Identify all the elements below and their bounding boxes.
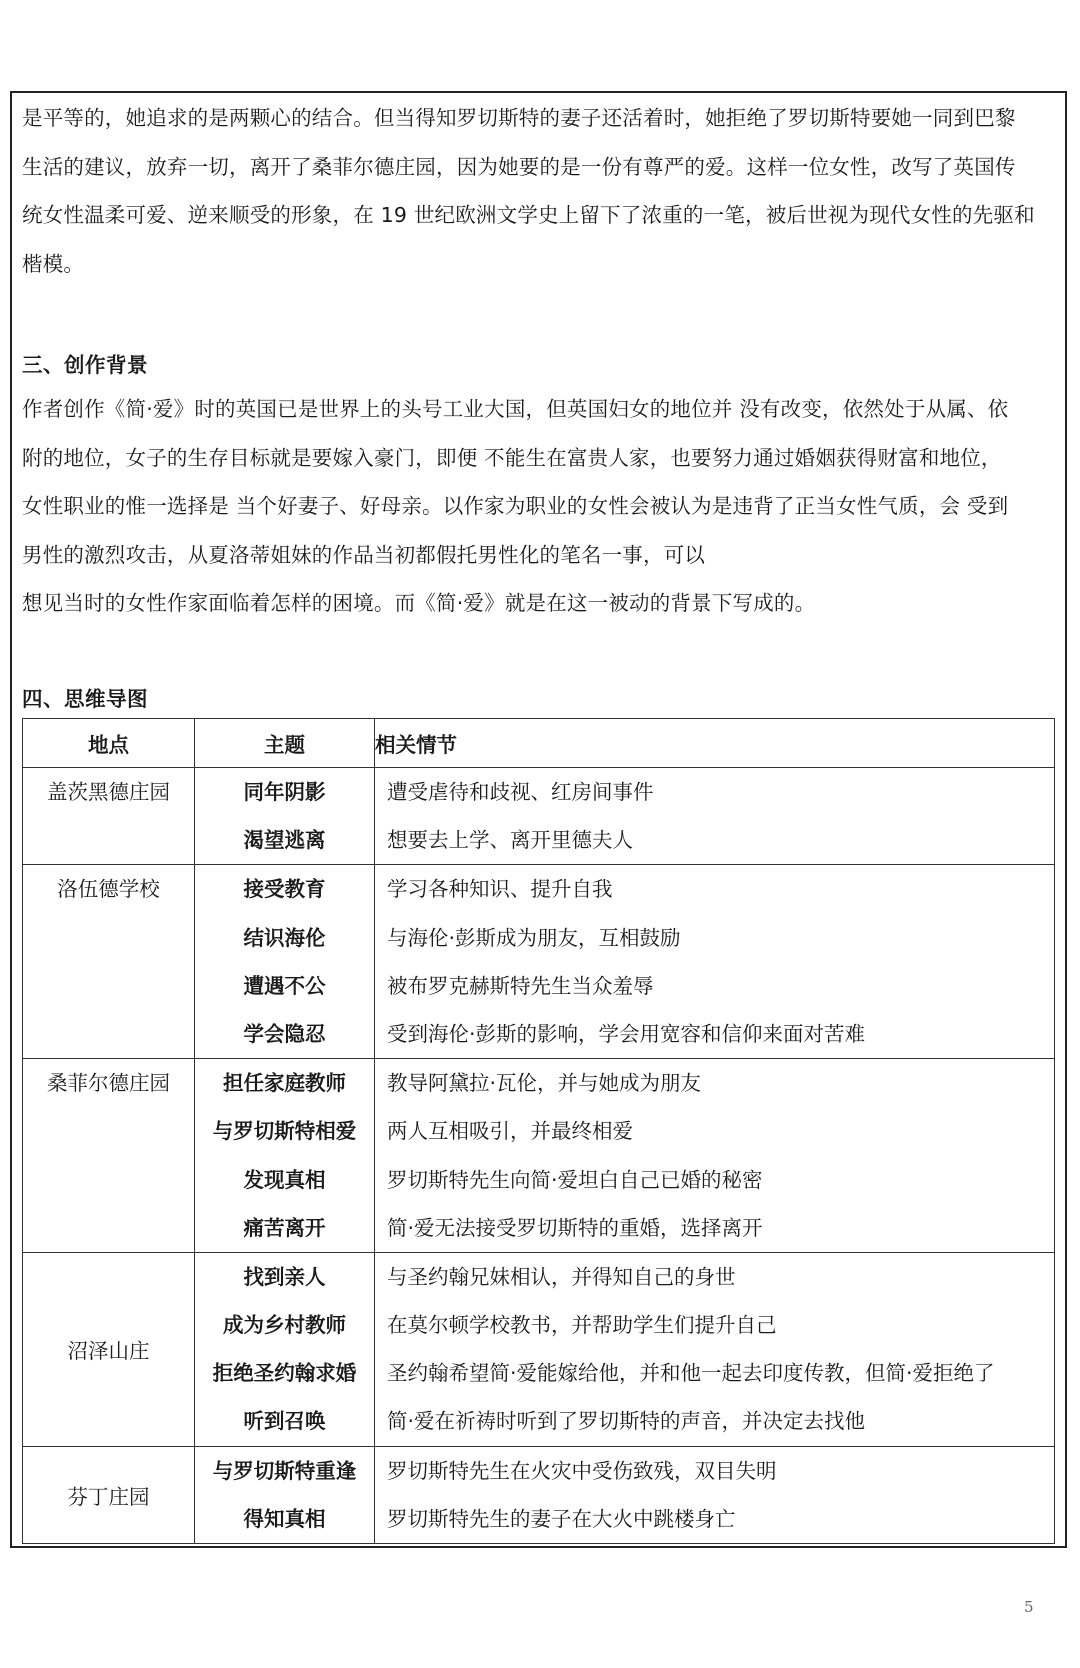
topic-item: 遭遇不公 (243, 973, 326, 998)
plot-item: 想要去上学、离开里德夫人 (387, 828, 633, 853)
header-plot: 相关情节 (375, 719, 1055, 768)
plot-item: 被布罗克赫斯特先生当众羞辱 (387, 973, 654, 998)
page-number: 5 (1024, 1598, 1034, 1616)
topic-item: 学会隐忍 (243, 1021, 326, 1046)
plot-item: 简·爱在祈祷时听到了罗切斯特的声音，并决定去找他 (387, 1409, 866, 1434)
table-row (23, 1446, 1055, 1543)
topic-item: 听到召唤 (243, 1409, 326, 1434)
section3-line: 想见当时的女性作家面临着怎样的困境。而《简·爱》就是在这一被动的背景下写成的。 (22, 591, 816, 615)
topic-cell (195, 865, 375, 1059)
topic-item: 结识海伦 (243, 925, 326, 950)
topic-cell (195, 1252, 375, 1446)
plot-item: 罗切斯特先生的妻子在大火中跳楼身亡 (387, 1506, 736, 1531)
intro-line: 楷模。 (22, 251, 85, 276)
topic-cell (195, 768, 375, 865)
intro-paragraph (22, 94, 1052, 288)
intro-line: 是平等的，她追求的是两颗心的结合。但当得知罗切斯特的妻子还活着时，她拒绝了罗切斯特要她一同到巴黎 (22, 106, 1016, 130)
location-cell: 沼泽山庄 (23, 1252, 195, 1446)
plot-cell (375, 1446, 1055, 1543)
intro-line: 生活的建议，放弃一切，离开了桑菲尔德庄园，因为她要的是一份有尊严的爱。这样一位女性，改写了英国传 (22, 154, 1016, 179)
plot-item: 罗切斯特先生向简·爱坦白自己已婚的秘密 (387, 1167, 763, 1192)
plot-item: 受到海伦·彭斯的影响，学会用宽容和信仰来面对苦难 (387, 1021, 866, 1046)
location-cell: 洛伍德学校 (23, 865, 195, 1059)
section3-line: 附的地位，女子的生存目标就是要嫁入豪门，即便 不能生在富贵人家，也要努力通过婚姻获得财富和地位， (22, 445, 1002, 470)
section3-line: 男性的激烈攻击，从夏洛蒂姐妹的作品当初都假托男性化的笔名一事，可以 (22, 542, 706, 567)
plot-item: 罗切斯特先生在火灾中受伤致残，双目失明 (387, 1458, 777, 1483)
topic-item: 拒绝圣约翰求婚 (212, 1361, 357, 1386)
topic-item: 发现真相 (243, 1167, 326, 1192)
section3-line: 女性职业的惟一选择是 当个好妻子、好母亲。以作家为职业的女性会被认为是违背了正当女性气质，会 受到 (22, 494, 1009, 518)
section3-line: 作者创作《简·爱》时的英国已是世界上的头号工业大国，但英国妇女的地位并 没有改变，依然处于从属、依 (22, 397, 1009, 421)
plot-item: 圣约翰希望简·爱能嫁给他，并和他一起去印度传教，但简·爱拒绝了 (387, 1361, 995, 1386)
plot-item: 在莫尔顿学校教书，并帮助学生们提升自己 (387, 1313, 777, 1338)
location-cell: 桑菲尔德庄园 (23, 1059, 195, 1253)
table-row (23, 768, 1055, 865)
topic-item: 成为乡村教师 (223, 1313, 346, 1338)
topic-item: 痛苦离开 (243, 1215, 326, 1240)
table-header-row (23, 719, 1055, 768)
location-cell: 芬丁庄园 (23, 1446, 195, 1543)
header-topic: 主题 (195, 719, 375, 768)
plot-item: 两人互相吸引，并最终相爱 (387, 1119, 633, 1144)
topic-item: 得知真相 (243, 1506, 326, 1531)
plot-cell (375, 1059, 1055, 1253)
topic-cell (195, 1446, 375, 1543)
topic-item: 与罗切斯特重逢 (212, 1458, 357, 1483)
topic-item: 找到亲人 (243, 1264, 326, 1289)
plot-cell (375, 1252, 1055, 1446)
section3-paragraph (22, 385, 1052, 628)
topic-item: 接受教育 (243, 877, 326, 902)
mind-map-table (22, 718, 1055, 1544)
plot-item: 与海伦·彭斯成为朋友，互相鼓励 (387, 925, 681, 950)
plot-cell (375, 865, 1055, 1059)
table-row (23, 1252, 1055, 1446)
plot-item: 简·爱无法接受罗切斯特的重婚，选择离开 (387, 1215, 763, 1240)
header-location: 地点 (23, 719, 195, 768)
plot-item: 教导阿黛拉·瓦伦，并与她成为朋友 (387, 1071, 702, 1096)
intro-line: 统女性温柔可爱、逆来顺受的形象，在 19 世纪欧洲文学史上留下了浓重的一笔，被后世视为现代女性的先驱和 (22, 203, 1035, 227)
plot-item: 与圣约翰兄妹相认，并得知自己的身世 (387, 1264, 736, 1289)
plot-cell (375, 768, 1055, 865)
location-cell: 盖茨黑德庄园 (23, 768, 195, 865)
plot-item: 学习各种知识、提升自我 (387, 877, 613, 902)
topic-item: 担任家庭教师 (223, 1071, 346, 1096)
topic-cell (195, 1059, 375, 1253)
topic-item: 同年阴影 (243, 780, 326, 804)
topic-item: 渴望逃离 (243, 828, 326, 853)
topic-item: 与罗切斯特相爱 (212, 1119, 357, 1144)
section4-heading: 四、思维导图 (22, 687, 148, 711)
table-row (23, 865, 1055, 1059)
section3-heading: 三、创作背景 (22, 353, 148, 377)
plot-item: 遭受虐待和歧视、红房间事件 (387, 780, 654, 804)
table-row (23, 1059, 1055, 1253)
